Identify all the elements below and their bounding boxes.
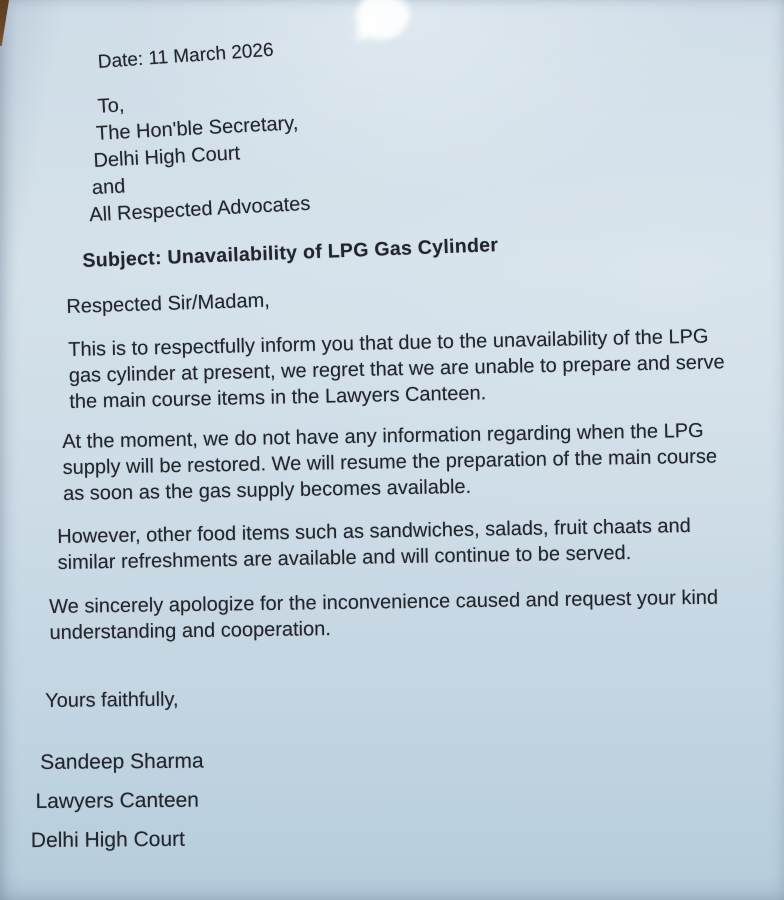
letter-date xyxy=(97,38,274,76)
signature-org: Lawyers Canteen xyxy=(35,788,200,814)
body-paragraph-4 xyxy=(49,585,719,646)
paragraph-line: as soon as the gas supply becomes available. xyxy=(62,475,472,505)
signature-block xyxy=(30,742,204,860)
recipient-line: and xyxy=(91,175,126,200)
recipient-address xyxy=(88,83,311,229)
closing xyxy=(45,687,179,714)
body-paragraph-1 xyxy=(68,323,725,415)
signature-name: Sandeep Sharma xyxy=(40,749,204,774)
signature-institution: Delhi High Court xyxy=(30,827,186,853)
paragraph-line: At the moment, we do not have any information regarding when the LPG xyxy=(62,419,704,453)
body-paragraph-2 xyxy=(62,418,718,507)
paragraph-line: similar refreshments are available and will continue to be served. xyxy=(57,541,632,574)
recipient-line: Delhi High Court xyxy=(92,142,241,172)
salutation xyxy=(66,288,270,320)
paragraph-line: supply will be restored. We will resume the preparation of the main course xyxy=(62,445,718,479)
paragraph-line: the main course items in the Lawyers Canteen. xyxy=(69,382,487,413)
paragraph-line: We sincerely apologize for the inconvenience caused and request your kind xyxy=(49,586,719,618)
closing-text: Yours faithfully, xyxy=(45,688,179,712)
paragraph-line: However, other food items such as sandwiches, salads, fruit chaats and xyxy=(57,514,691,548)
paragraph-line: gas cylinder at present, we regret that we are unable to prepare and serve xyxy=(68,351,725,387)
date-line: Date: 11 March 2026 xyxy=(97,39,275,73)
paragraph-line: This is to respectfully inform you that due to the unavailability of the LPG xyxy=(68,325,709,361)
paragraph-line: understanding and cooperation. xyxy=(49,618,331,644)
paper-glare-highlight xyxy=(346,0,419,45)
recipient-line: The Hon'ble Secretary, xyxy=(95,112,299,145)
body-paragraph-3 xyxy=(57,513,691,576)
salutation-text: Respected Sir/Madam, xyxy=(66,289,271,318)
table-edge-corner xyxy=(0,0,9,46)
recipient-line: To, xyxy=(97,94,125,118)
subject-line xyxy=(82,232,499,274)
recipient-line: All Respected Advocates xyxy=(88,192,311,227)
subject-text: Subject: Unavailability of LPG Gas Cylinder xyxy=(82,234,499,272)
